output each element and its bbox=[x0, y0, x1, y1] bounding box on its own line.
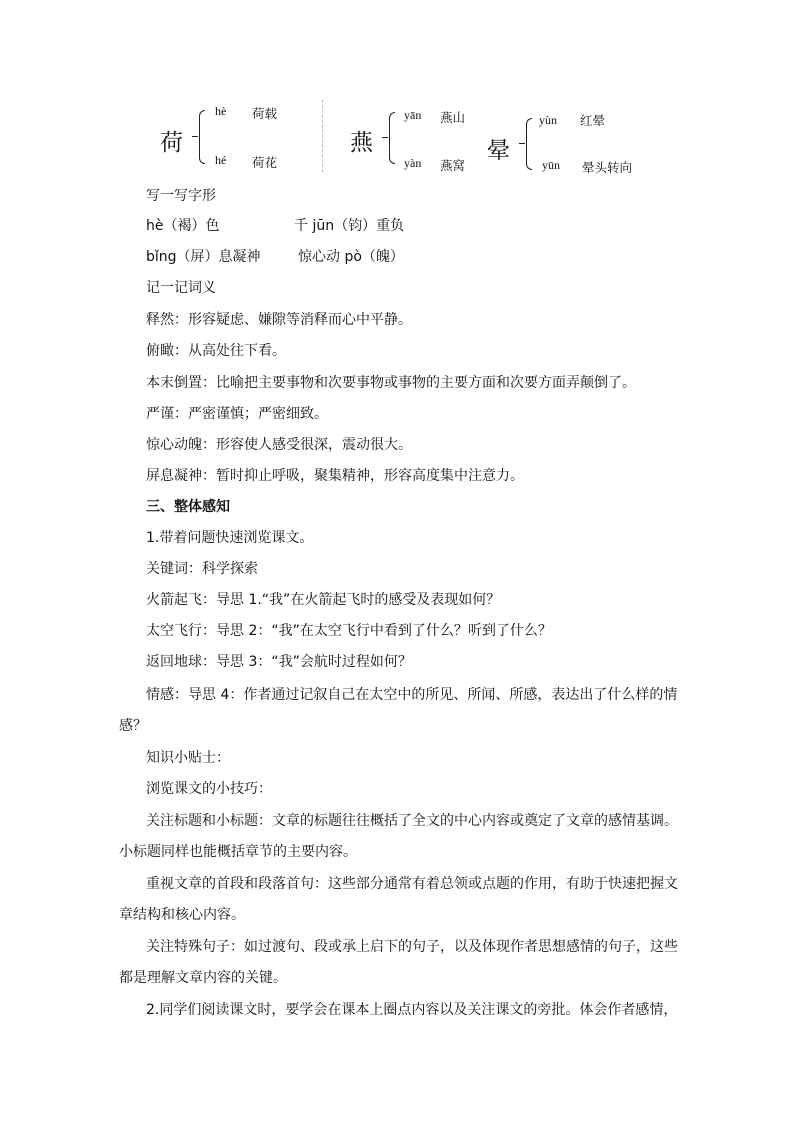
word: 燕山 bbox=[440, 110, 466, 125]
pinyin: yùn bbox=[539, 113, 557, 127]
tip-paragraph-cont: 小标题同样也能概括章节的主要内容。 bbox=[119, 844, 357, 860]
brace-icon bbox=[389, 112, 395, 164]
question: 情感：导思 4：作者通过记叙自己在太空中的所见、所闻、所感，表达出了什么样的情 bbox=[146, 687, 678, 703]
tip-paragraph-cont: 都是理解文章内容的关键。 bbox=[119, 970, 287, 986]
question-cont: 感？ bbox=[119, 718, 147, 734]
brace-tip-icon bbox=[519, 143, 525, 144]
vocab-item: 惊心动魄：形容使人感受很深，震动很大。 bbox=[146, 437, 412, 453]
write-item: 千 jūn（钧）重负 bbox=[294, 218, 405, 234]
question: 返回地球：导思 3：“我”会航时过程如何？ bbox=[146, 654, 412, 670]
brace-icon bbox=[526, 118, 532, 170]
vocab-item: 严谨：严密谨慎；严密细致。 bbox=[146, 406, 328, 422]
tip-paragraph: 重视文章的首段和段落首句：这些部分通常有着总领或点题的作用，有助于快速把握文 bbox=[146, 876, 678, 892]
tip-paragraph-cont: 章结构和核心内容。 bbox=[119, 907, 245, 923]
tip-paragraph: 关注特殊句子：如过渡句、段或承上启下的句子，以及体现作者思想感情的句子，这些 bbox=[146, 939, 678, 955]
paragraph: 1.带着问题快速浏览课文。 bbox=[146, 530, 314, 546]
paragraph: 关键词：科学探索 bbox=[146, 561, 258, 577]
vocab-item: 释然：形容疑虑、嫌隙等消释而心中平静。 bbox=[146, 312, 412, 328]
tip-subheading: 浏览课文的小技巧： bbox=[146, 781, 272, 797]
tip-heading: 知识小贴士： bbox=[146, 750, 230, 766]
write-item: bǐng（屏）息凝神 bbox=[146, 249, 261, 265]
pinyin: yān bbox=[404, 108, 422, 122]
write-item: hè（褐）色 bbox=[146, 218, 220, 234]
word: 晕头转向 bbox=[582, 160, 633, 175]
pinyin: yūn bbox=[542, 158, 560, 172]
paragraph: 2.同学们阅读课文时，要学会在课本上圈点内容以及关注课文的旁批。体会作者感情， bbox=[146, 1002, 678, 1018]
tip-paragraph: 关注标题和小标题：文章的标题往往概括了全文的中心内容或奠定了文章的感情基调。 bbox=[146, 813, 678, 829]
pinyin: hé bbox=[215, 153, 227, 167]
section-heading: 三、整体感知 bbox=[146, 499, 230, 515]
vocab-item: 俯瞰：从高处往下看。 bbox=[146, 343, 286, 359]
brace-tip-icon bbox=[192, 136, 198, 137]
word: 燕窝 bbox=[440, 158, 466, 173]
word: 荷花 bbox=[252, 155, 278, 170]
vocab-item: 屏息凝神：暂时抑止呼吸，聚集精神，形容高度集中注意力。 bbox=[146, 468, 524, 484]
section-heading: 记一记词义 bbox=[146, 280, 216, 296]
polyphone-char: 燕 bbox=[350, 130, 373, 156]
divider bbox=[322, 100, 323, 172]
word: 荷载 bbox=[252, 106, 278, 121]
question: 太空飞行：导思 2：“我”在太空飞行中看到了什么？听到了什么？ bbox=[146, 623, 552, 639]
polyphone-char: 晕 bbox=[487, 138, 510, 164]
section-heading: 写一写字形 bbox=[146, 188, 216, 204]
pinyin: hè bbox=[215, 104, 227, 118]
brace-icon bbox=[199, 110, 205, 164]
polyphone-char: 荷 bbox=[160, 130, 183, 156]
vocab-item: 本末倒置：比喻把主要事物和次要事物或事物的主要方面和次要方面弄颠倒了。 bbox=[146, 375, 636, 391]
write-item: 惊心动 pò（魄） bbox=[298, 249, 404, 265]
pinyin: yàn bbox=[404, 156, 422, 170]
brace-tip-icon bbox=[382, 137, 388, 138]
word: 红晕 bbox=[580, 113, 606, 128]
question: 火箭起飞：导思 1.“我”在火箭起飞时的感受及表现如何？ bbox=[146, 592, 501, 608]
